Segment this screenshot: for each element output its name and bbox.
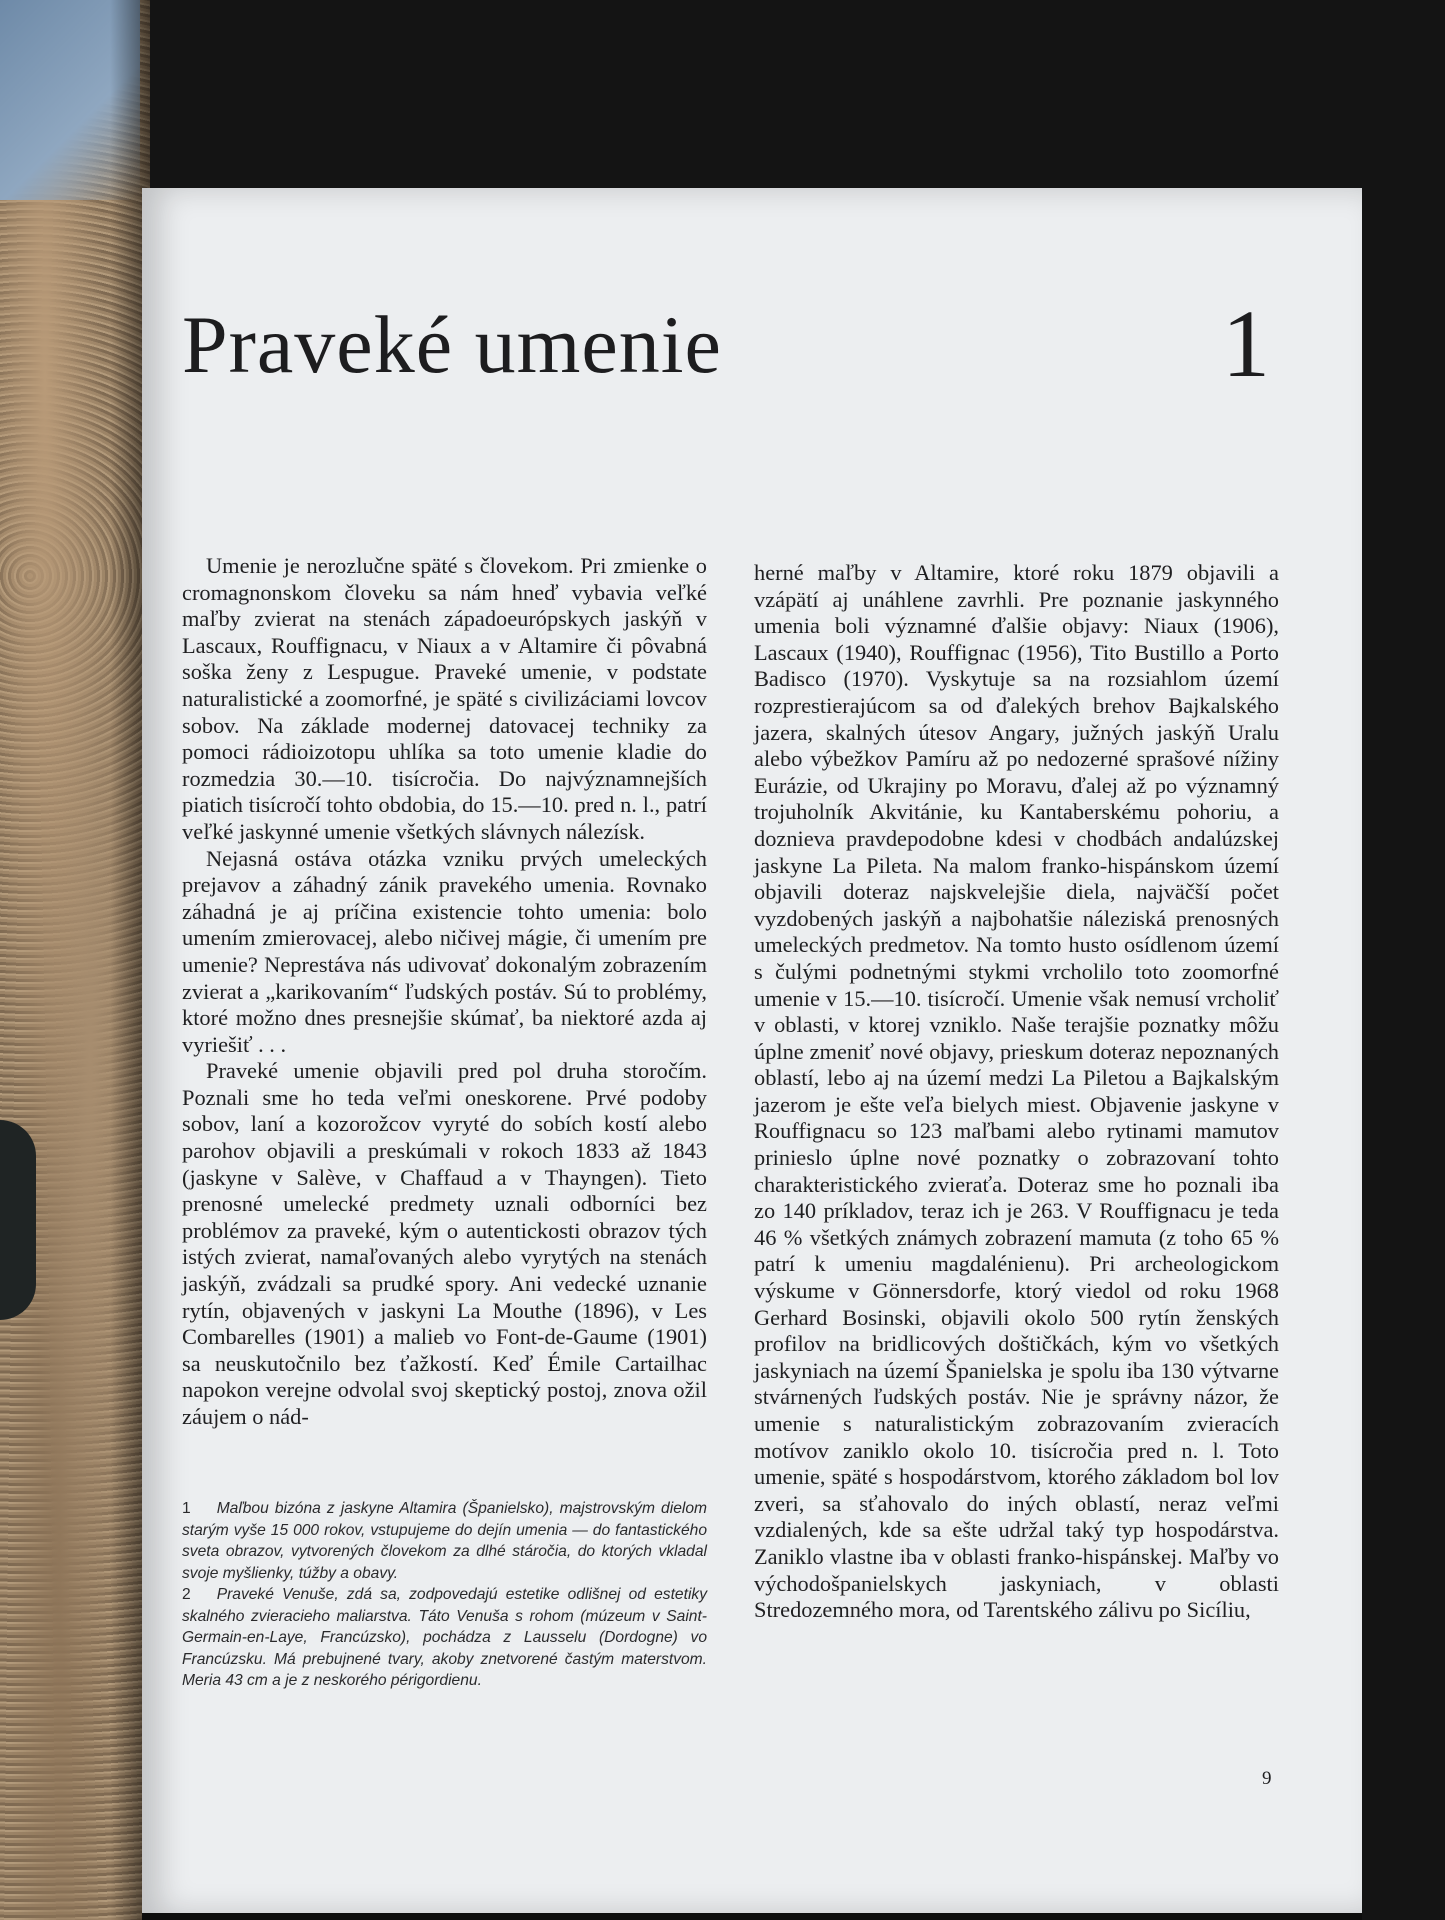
paragraph: Umenie je nerozlučne späté s človekom. Pri zmienke o cromagnonskom človeku sa nám hneď vybavia veľké maľby zvierat na stenách západoeurópskych jaskýň v Lascaux, Rouffignacu, v Niaux a v Altamire či pôvabná soška ženy z Lespugue. Praveké umenie, v podstate naturalistické a zoomorfné, je späté s civilizáciami lovcov sobov. Na základe modernej datovacej techniky za pomoci rádioizotopu uhlíka sa toto umenie kladie do rozmedzia 30.—10. tisícročia. Do najvýznamnejších piatich tisícročí tohto obdobia, do 15.—10. pred n. l., patrí veľké jaskynné umenie všetkých slávnych nálezísk. [182,553,707,844]
caption-text: Maľbou bizóna z jaskyne Altamira (Španielsko), majstrovským dielom starým vyše 15 000 rokov, vstupujeme do dejín umenia — do fantastického sveta obrazov, vytvorených človekom za dlhé stáročia, do ktorých vkladal svoje myšlienky, túžby a obavy. [182,1500,707,1582]
right-text-column [754,560,1279,1624]
caption-text: Praveké Venuše, zdá sa, zodpovedajú estetike odlišnej od estetiky skalného zvieracieho maliarstva. Táto Venuša s rohom (múzeum v Saint-Germain-en-Laye, Francúzsko), pochádza z Lausselu (Dordogne) vo Francúzsku. Má prebujnené tvary, akoby znetvorené častým materstvom. Meria 43 cm a je z neskorého périgordienu. [182,1586,707,1689]
paragraph: herné maľby v Altamire, ktoré roku 1879 objavili a vzápätí aj unáhlene zavrhli. Pre poznanie jaskynného umenia boli významné ďalšie objavy: Niaux (1906), Lascaux (1940), Rouffignac (1956), Tito Bustillo a Porto Badisco (1970). Vyskytuje sa na rozsiahlom území rozprestierajúcom sa od ďalekých brehov Bajkalského jazera, skalných útesov Angary, južných jaskýň Uralu alebo výbežkov Pamíru až po nedozerné sprašové nížiny Eurázie, od Ukrajiny po Moravu, ďalej až po významný trojuholník Akvitánie, ku Kantaberskému pohoriu, a doznieva pravdepodobne kdesi v chodbách andalúzskej jaskyne La Pileta. Na malom franko-hispánskom území objavili doteraz najskvelejšie diela, najväčší počet vyzdobených jaskýň a najbohatšie náleziská prenosných umeleckých predmetov. Na tomto husto osídlenom území s čulými podnetnými stykmi vrcholilo toto zoomorfné umenie v 15.—10. tisícročí. Umenie však nemusí vrcholiť v oblasti, v ktorej vzniklo. Naše terajšie poznatky môžu úplne zmeniť nové objavy, prieskum doteraz nepoznaných oblastí, lebo aj na území medzi La Piletou a Bajkalským jazerom je ešte veľa bielych miest. Objavenie jaskyne v Rouffignacu so 123 maľbami alebo rytinami mamutov prinieslo úplne nové poznatky o zobrazovaní tohto charakteristického zvieraťa. Doteraz sme ho poznali iba zo 140 príkladov, teraz ich je 263. V Rouffignacu je teda 46 % všetkých známych zobrazení mamuta (z toho 65 % patrí k umeniu magdalénienu). Pri archeologickom výskume v Gönnersdorfe, ktorý viedol od roku 1968 Gerhard Bosinski, objavili okolo 500 rytín ženských profilov na bridlicových doštičkách, kým vo všetkých jaskyniach na území Španielska je spolu iba 130 výtvarne stvárnených ľudských postáv. Nie je správny názor, že umenie s naturalistickým zobrazovaním zvieracích motívov zaniklo okolo 10. tisícročia pred n. l. Toto umenie, späté s hospodárstvom, ktorého základom bol lov zveri, sa sťahovalo do iných oblastí, neraz veľmi vzdialených, kde sa ešte udržal taký typ hospodárstva. Zaniklo vlastne iba v oblasti franko-hispánskej. Maľby vo východošpanielskych jaskyniach, v oblasti Stredozemného mora, od Tarentského zálivu po Sicíliu, [754,560,1279,1623]
left-text-column [182,553,707,1431]
page-number: 9 [1262,1768,1272,1789]
caption-number: 1 [182,1500,191,1517]
chapter-title: Praveké umenie [182,299,722,390]
paragraph: Nejasná ostáva otázka vzniku prvých umeleckých prejavov a záhadný zánik pravekého umenia. Rovnako záhadná je aj príčina existencie tohto umenia: bolo umením zmierovacej, alebo ničivej mágie, či umením pre umenie? Neprestáva nás udivovať dokonalým zobrazením zvierat a „karikovaním“ ľudských postáv. Sú to problémy, ktoré možno dnes presnejšie skúmať, ba niektoré azda aj vyriešiť . . . [182,845,707,1057]
caption-1 [182,1498,707,1584]
paragraph: Praveké umenie objavili pred pol druha storočím. Poznali sme ho teda veľmi oneskorene. Prvé podoby sobov, laní a kozorožcov vyryté do sobích kostí alebo parohov objavili a preskúmali v rokoch 1833 až 1843 (jaskyne v Salève, v Chaffaud a v Thayngen). Tieto prenosné umelecké predmety uznali odborníci bez problémov za praveké, kým o autentickosti obrazov tých istých zvierat, namaľovaných alebo vyrytých na stenách jaskýň, zvádzali sa prudké spory. Ani vedecké uznanie rytín, objavených v jaskyni La Mouthe (1896), v Les Combarelles (1901) a malieb vo Font-de-Gaume (1901) sa neuskutočnilo bez ťažkostí. Keď Émile Cartailhac napokon verejne odvolal svoj skeptický postoj, znova ožil záujem o nád- [182,1058,707,1429]
adjacent-page-photo [0,0,150,1920]
figure-captions [182,1498,707,1692]
chapter-number: 1 [1222,290,1270,397]
photo-detail [0,1120,36,1320]
caption-number: 2 [182,1586,191,1603]
book-page [142,188,1362,1913]
caption-2 [182,1584,707,1692]
page-bottom-edge [142,1913,1362,1920]
